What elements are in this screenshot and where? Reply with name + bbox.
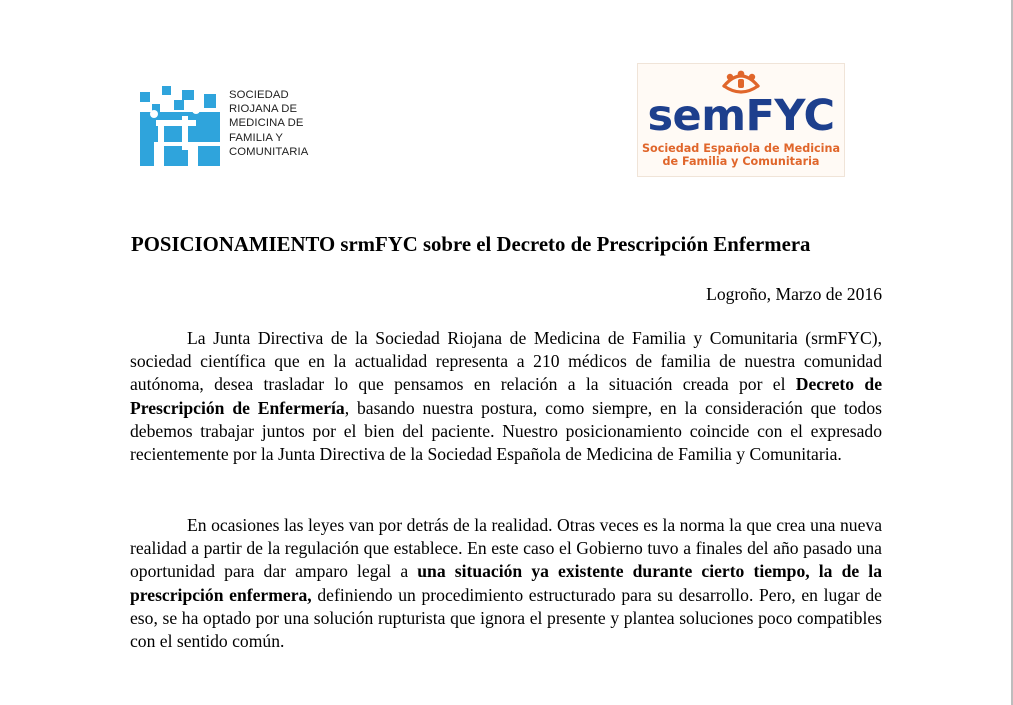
srmfyc-emblem-icon: [138, 84, 224, 170]
semfyc-brand: semFYC: [647, 91, 835, 141]
paragraph-1-bold: Decreto de Prescripción de Enfermería: [130, 374, 882, 418]
paragraph-2: [130, 514, 882, 653]
document-title: POSICIONAMIENTO srmFYC sobre el Decreto de Prescripción Enfermera: [131, 233, 811, 256]
paragraph-2-bold: una situación ya existente durante cierto tiempo, la de la prescripción enfermera,: [130, 561, 882, 605]
paragraph-1: [130, 327, 882, 466]
paragraph-1-text-a: La Junta Directiva de la Sociedad Riojana de Medicina de Familia y Comunitaria (srmFYC), sociedad científica que en la actualidad representa a 210 médicos de familia de nuestra comunidad autónoma, desea trasladar lo que pensamos en relación a la situación creada por el: [130, 328, 882, 395]
semfyc-subtitle: Sociedad Española de Medicina de Familia y Comunitaria: [641, 142, 841, 168]
srmfyc-logo: [138, 84, 338, 174]
paragraph-1-text-b: , basando nuestra postura, como siempre, en la consideración que todos debemos trabajar juntos por el bien del paciente. Nuestro posicionamiento coincide con el expresado recientemente por la Junta Directiva de la Sociedad Española de Medicina de Familia y Comunitaria.: [130, 397, 882, 465]
date-line: Logroño, Marzo de 2016: [706, 284, 882, 304]
semfyc-logo: [637, 63, 845, 177]
srmfyc-org-name: SOCIEDAD RIOJANA DE MEDICINA DE FAMILIA Y COMUNITARIA: [229, 89, 309, 158]
paragraph-2-text-a: En ocasiones las leyes van por detrás de la realidad. Otras veces es la norma la que crea una nueva realidad a partir de la regulación que establece. En este caso el Gobierno tuvo a finales del año pasado una oportunidad para dar amparo legal a: [130, 515, 882, 582]
paragraph-2-text-b: definiendo un procedimiento estructurado para su desarrollo. Pero, en lugar de eso, se ha optado por una solución rupturista que ignora el presente y plantea soluciones poco compatibles con el sentido común.: [130, 584, 882, 652]
